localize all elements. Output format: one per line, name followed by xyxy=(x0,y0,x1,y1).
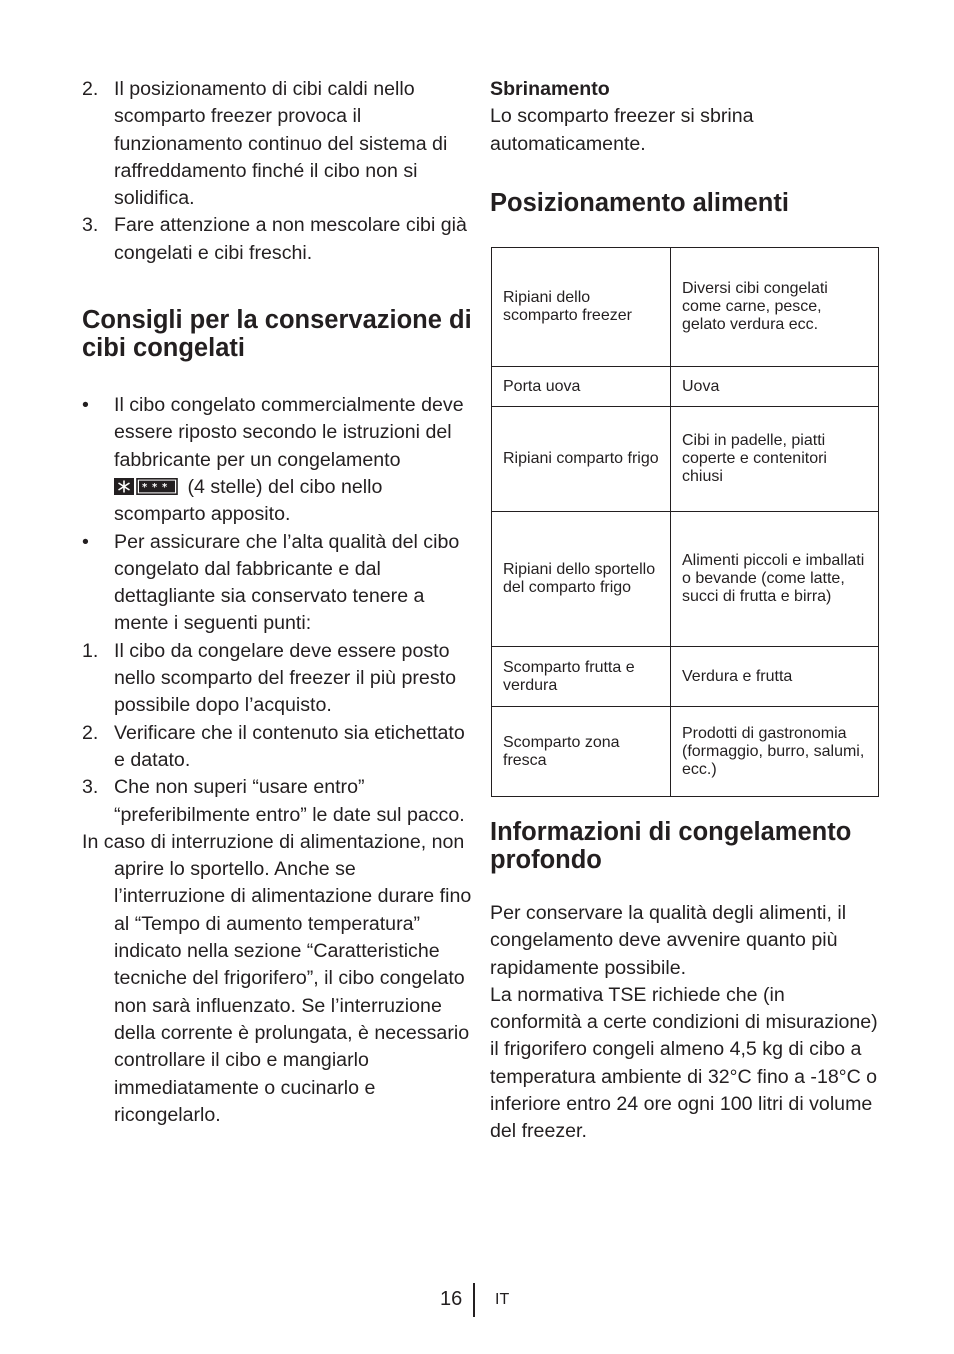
table-cell-food: Cibi in padelle, piatti coperte e contenitori chiusi xyxy=(671,407,879,512)
power-outage-paragraph: In caso di interruzione di alimentazione, non aprire lo sportello. Anche se l’interruzione di alimentazione durare fino al “Tempo di aumento temperatura” indicato nella sezione “Caratteristiche tecniche del frigorifero”, il cibo congelato non sarà influenzato. Se l’interruzione della corrente è prolungata, è necessario controllare il cibo e mangiarlo immediatamente o cucinarlo e ricongelarlo. xyxy=(82,830,472,1126)
bullet-item xyxy=(82,392,472,528)
section-heading-frozen-tips: Consigli per la conservazione di cibi congelati xyxy=(82,306,472,363)
svg-text:*: * xyxy=(152,481,158,493)
food-placement-table xyxy=(491,247,879,797)
list-item xyxy=(82,212,472,267)
table-cell-food: Verdura e frutta xyxy=(671,647,879,707)
bullet-icon: • xyxy=(82,530,89,553)
section-heading-food-placement: Posizionamento alimenti xyxy=(490,188,789,217)
footer-separator xyxy=(473,1283,475,1317)
list-text: Fare attenzione a non mescolare cibi già congelati e cibi freschi. xyxy=(114,214,467,264)
table-cell-location: Scomparto frutta e verdura xyxy=(492,647,671,707)
section-heading-deep-freeze: Informazioni di congelamento profondo xyxy=(490,818,852,874)
svg-text:*: * xyxy=(162,481,168,493)
deep-freeze-paragraph-2: La normativa TSE richiede che (in conformità a certe condizioni di misurazione) il frigorifero congeli almeno 4,5 kg di cibo a temperatura ambiente di 32°C fino a -18°C o inferiore entro 24 ore ogni 100 litri di volume del freezer. xyxy=(490,983,878,1143)
deep-freeze-paragraph-1: Per conservare la qualità degli alimenti, il congelamento deve avvenire quanto più rapidamente possibile. xyxy=(490,902,847,979)
svg-text:*: * xyxy=(142,481,148,493)
table-cell-food: Alimenti piccoli e imballati o bevande (come latte, succi di frutta e birra) xyxy=(671,512,879,647)
table-row xyxy=(492,248,879,367)
defrost-title: Sbrinamento xyxy=(490,78,610,100)
defrost-text: Lo scomparto freezer si sbrina automaticamente. xyxy=(490,105,754,155)
table-cell-location: Scomparto zona fresca xyxy=(492,707,671,797)
bullet-text-part1: Il cibo congelato commercialmente deve essere riposto secondo le istruzioni del fabbricante per un congelamento xyxy=(114,394,464,471)
table-cell-food: Diversi cibi congelati come carne, pesce, gelato verdura ecc. xyxy=(671,248,879,367)
table-row xyxy=(492,707,879,797)
table-cell-location: Ripiani dello scomparto freezer xyxy=(492,248,671,367)
list-item xyxy=(82,720,472,775)
list-number: 1. xyxy=(82,639,99,662)
list-item xyxy=(82,76,472,212)
list-text: Il cibo da congelare deve essere posto nello scomparto del freezer il più presto possibile dopo l’acquisto. xyxy=(114,639,456,717)
table-row xyxy=(492,367,879,407)
list-item xyxy=(82,774,472,829)
page-number: 16 xyxy=(440,1288,463,1310)
language-code: IT xyxy=(495,1291,510,1308)
left-column xyxy=(82,76,472,1129)
bullet-icon: • xyxy=(82,394,89,417)
table-cell-location: Porta uova xyxy=(492,367,671,407)
table-cell-food: Uova xyxy=(671,367,879,407)
table-cell-location: Ripiani comparto frigo xyxy=(492,407,671,512)
table-row xyxy=(492,647,879,707)
table-cell-location: Ripiani dello sportello del comparto frigo xyxy=(492,512,671,647)
bullet-item xyxy=(82,529,472,638)
table-row xyxy=(492,407,879,512)
list-number: 3. xyxy=(82,214,99,237)
right-column-lower xyxy=(490,818,880,1146)
list-item xyxy=(82,638,472,720)
table-cell-food: Prodotti di gastronomia (formaggio, burro, salumi, ecc.) xyxy=(671,707,879,797)
bullet-text: Per assicurare che l’alta qualità del cibo congelato dal fabbricante e dal dettagliante sia conservato tenere a mente i seguenti punti: xyxy=(114,530,460,635)
four-star-freezer-icon xyxy=(114,478,178,495)
bullet-text-part2: (4 stelle) del cibo nello scomparto apposito. xyxy=(114,475,383,526)
list-number: 2. xyxy=(82,721,99,744)
list-text: Verificare che il contenuto sia etichettato e datato. xyxy=(114,721,465,771)
right-column xyxy=(490,76,880,217)
list-number: 2. xyxy=(82,78,99,100)
list-number: 3. xyxy=(82,776,99,799)
table-row xyxy=(492,512,879,647)
list-text: Il posizionamento di cibi caldi nello scomparto freezer provoca il funzionamento continuo del sistema di raffreddamento finché il cibo non si solidifica. xyxy=(114,78,448,210)
list-text: Che non superi “usare entro” “preferibilmente entro” le date sul pacco. xyxy=(114,776,465,826)
